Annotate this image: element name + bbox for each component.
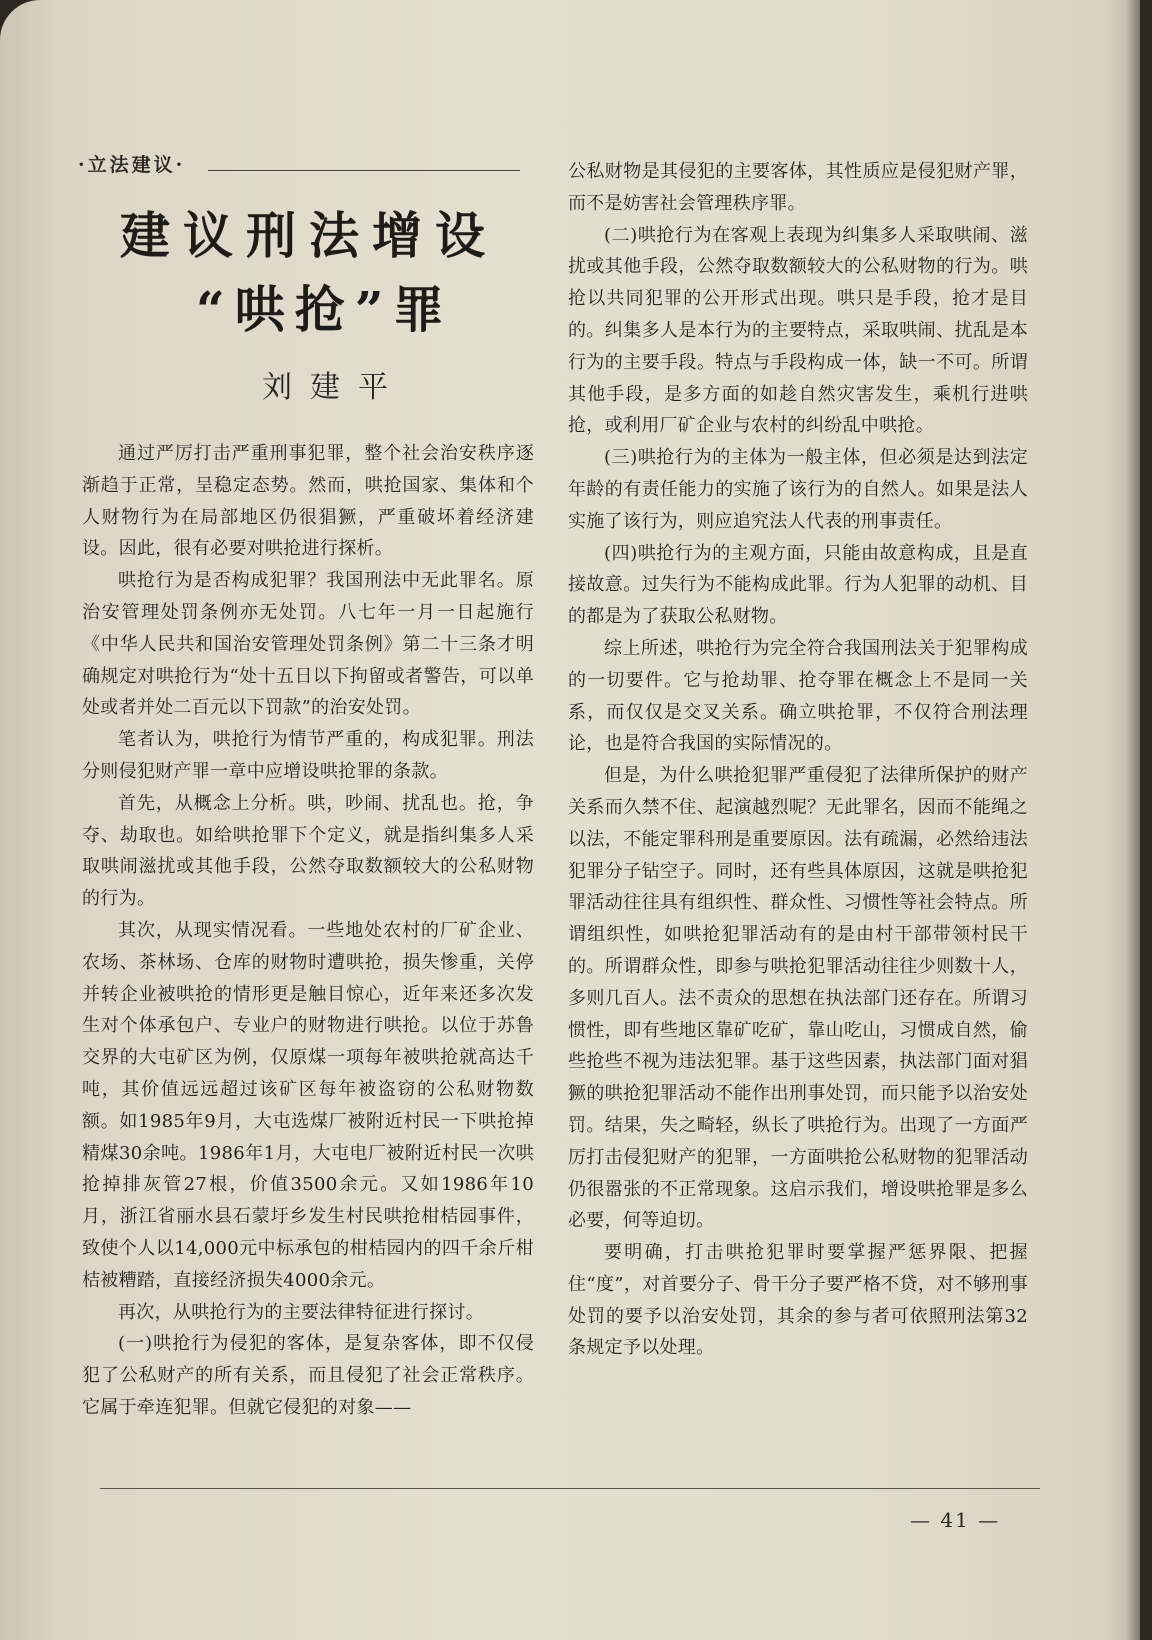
paragraph: 但是，为什么哄抢犯罪严重侵犯了法律所保护的财产关系而久禁不住、起演越烈呢？无此罪名，因而不能绳之以法，不能定罪科刑是重要原因。法有疏漏，必然给违法犯罪分子钻空子。同时，还有些具体原因，这就是哄抢犯罪活动往往具有组织性、群众性、习惯性等社会特点。所谓组织性，如哄抢犯罪活动有的是由村干部带领村民干的。所谓群众性，即参与哄抢犯罪活动往往少则数十人，多则几百人。法不责众的思想在执法部门还存在。所谓习惯性，即有些地区靠矿吃矿，靠山吃山，习惯成自然，偷些抢些不视为违法犯罪。基于这些因素，执法部门面对猖獗的哄抢犯罪活动不能作出刑事处罚，而只能予以治安处罚。结果，失之畸轻，纵长了哄抢行为。出现了一方面严厉打击侵犯财产的犯罪，一方面哄抢公私财物的犯罪活动仍很嚣张的不正常现象。这启示我们，增设哄抢罪是多么必要，何等迫切。 xyxy=(568,765,1028,1232)
paragraph: 哄抢行为是否构成犯罪？我国刑法中无此罪名。原治安管理处罚条例亦无处罚。八七年一月一日起施行《中华人民共和国治安管理处罚条例》第二十三条才明确规定对哄抢行为“处十五日以下拘留或者警告，可以单处或者并处二百元以下罚款”的治安处罚。 xyxy=(82,570,534,719)
paragraph: 其次，从现实情况看。一些地处农村的厂矿企业、农场、茶林场、仓库的财物时遭哄抢，损失惨重，关停并转企业被哄抢的情形更是触目惊心，近年来还多次发生对个体承包户、专业户的财物进行哄抢。以位于苏鲁交界的大屯矿区为例，仅原煤一项每年被哄抢就高达千吨，其价值远远超过该矿区每年被盗窃的公私财物数额。如1985年9月，大屯选煤厂被附近村民一下哄抢掉精煤30余吨。1986年1月，大屯电厂被附近村民一次哄抢掉排灰管27根，价值3500余元。又如1986年10月，浙江省丽水县石蒙圩乡发生村民哄抢柑桔园事件，致使个人以14,000元中标承包的柑桔园内的四千余斤柑桔被糟踏，直接经济损失4000余元。 xyxy=(82,919,534,1291)
page-number: — 41 — xyxy=(910,1508,1001,1532)
article-title-line2: “哄抢”罪 xyxy=(196,280,454,339)
footer-rule xyxy=(100,1488,1040,1489)
paragraph: 通过严厉打击严重刑事犯罪，整个社会治安秩序逐渐趋于正常，呈稳定态势。然而，哄抢国家、集体和个人财物行为在局部地区仍很猖獗，严重破坏着经济建设。因此，很有必要对哄抢进行探析。 xyxy=(82,443,534,560)
paragraph-continued: 公私财物是其侵犯的主要客体，其性质应是侵犯财产罪，而不是妨害社会管理秩序罪。 xyxy=(568,161,1028,214)
paragraph: 综上所述，哄抢行为完全符合我国刑法关于犯罪构成的一切要件。它与抢劫罪、抢夺罪在概念上不是同一关系，而仅仅是交叉关系。确立哄抢罪，不仅符合刑法理论，也是符合我国的实际情况的。 xyxy=(568,637,1028,755)
right-column xyxy=(568,156,1028,1364)
left-column xyxy=(82,438,534,1424)
paragraph: (一)哄抢行为侵犯的客体，是复杂客体，即不仅侵犯了公私财产的所有关系，而且侵犯了社会正常秩序。它属于牵连犯罪。但就它侵犯的对象—— xyxy=(82,1333,534,1418)
article-title-line1: 建议刑法增设 xyxy=(120,206,498,265)
paragraph: (三)哄抢行为的主体为一般主体，但必须是达到法定年龄的有责任能力的实施了该行为的自然人。如果是法人实施了该行为，则应追究法人代表的刑事责任。 xyxy=(568,447,1028,532)
article-author: 刘建平 xyxy=(262,370,406,405)
section-tag: ·立法建议· xyxy=(78,154,186,176)
section-tag-rule xyxy=(208,170,520,171)
paragraph: 首先，从概念上分析。哄，吵闹、扰乱也。抢，争夺、劫取也。如给哄抢罪下个定义，就是指纠集多人采取哄闹滋扰或其他手段，公然夺取数额较大的公私财物的行为。 xyxy=(82,792,534,910)
paragraph: (二)哄抢行为在客观上表现为纠集多人采取哄闹、滋扰或其他手段，公然夺取数额较大的公私财物的行为。哄抢以共同犯罪的公开形式出现。哄只是手段，抢才是目的。纠集多人是本行为的主要特点，采取哄闹、扰乱是本行为的主要手段。特点与手段构成一体，缺一不可。所谓其他手段，是多方面的如趁自然灾害发生，乘机行进哄抢，或利用厂矿企业与农村的纠纷乱中哄抢。 xyxy=(568,224,1028,437)
paragraph: 要明确，打击哄抢犯罪时要掌握严惩界限、把握住“度”，对首要分子、骨干分子要严格不贷，对不够刑事处罚的要予以治安处罚，其余的参与者可依照刑法第32条规定予以处理。 xyxy=(568,1242,1028,1359)
paragraph: 再次，从哄抢行为的主要法律特征进行探讨。 xyxy=(118,1301,484,1323)
paragraph: 笔者认为，哄抢行为情节严重的，构成犯罪。刑法分则侵犯财产罪一章中应增设哄抢罪的条款。 xyxy=(82,729,534,782)
paragraph: (四)哄抢行为的主观方面，只能由故意构成，且是直接故意。过失行为不能构成此罪。行为人犯罪的动机、目的都是为了获取公私财物。 xyxy=(568,542,1028,628)
